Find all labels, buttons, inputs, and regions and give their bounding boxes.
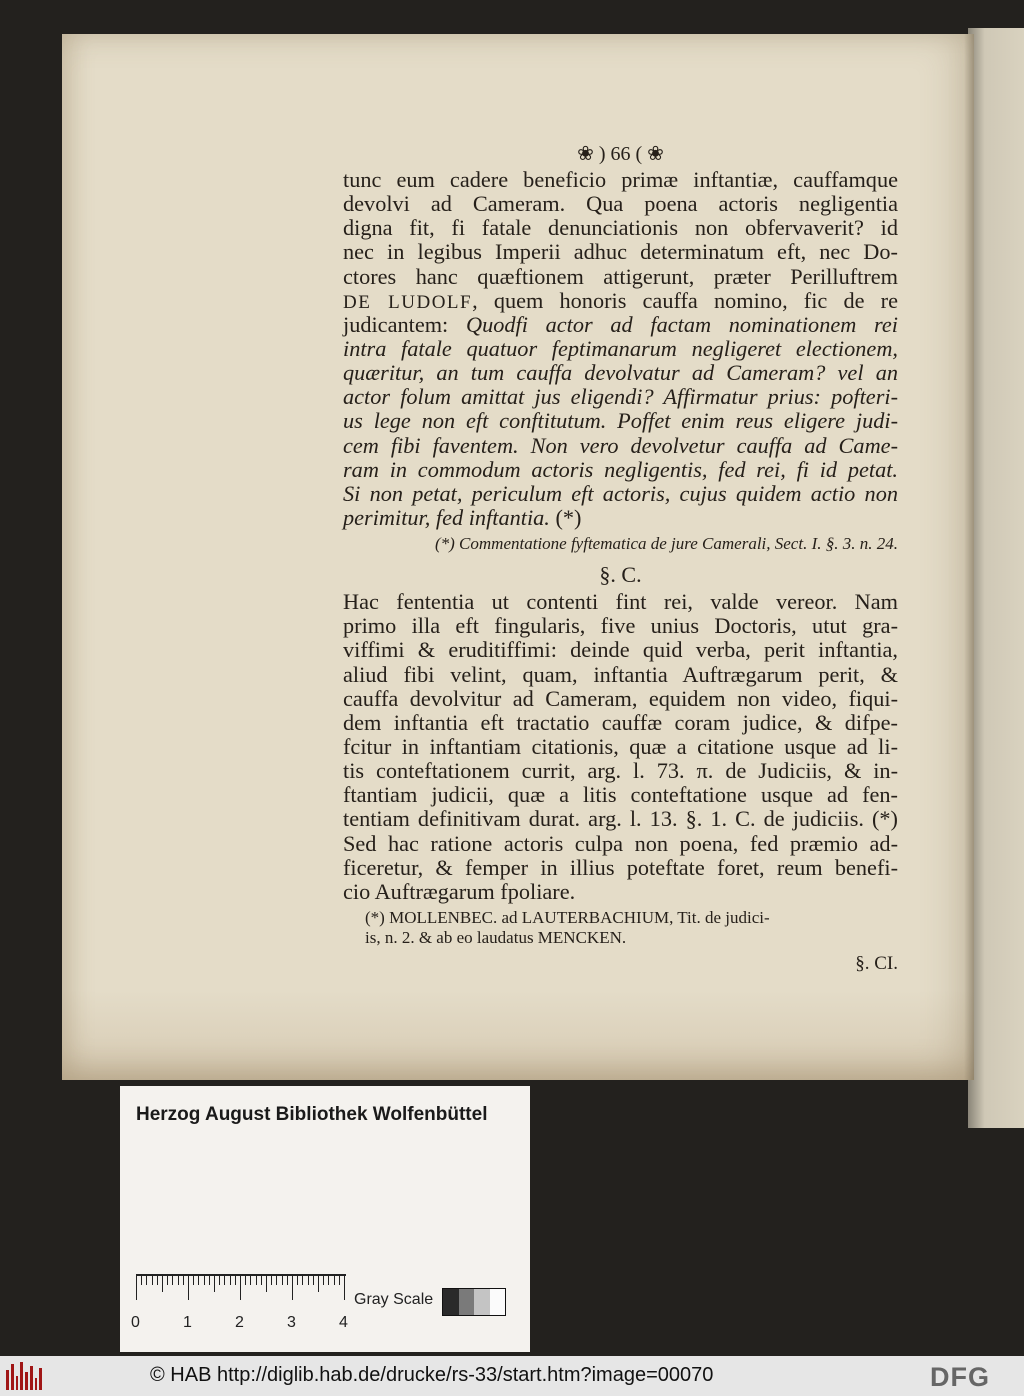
ruler-tick [339,1274,340,1285]
ruler-tick [214,1274,215,1292]
ruler-tick [271,1274,272,1285]
text-line: cauffa devolvitur ad Cameram, equidem non video, fiqui- [343,685,898,711]
text-line: (*) MOLLENBEC. ad LAUTERBACHIUM, Tit. de judici- [365,907,770,927]
ruler-tick [209,1274,210,1285]
paragraph-1 [343,168,898,289]
ruler-tick [323,1274,324,1285]
ruler-number: 2 [235,1314,244,1331]
library-title: Herzog August Bibliothek Wolfenbüttel [136,1104,488,1125]
ruler-tick [282,1274,283,1285]
name-ludolf: DE LUDOLF [343,291,473,313]
footnote-2 [343,908,898,948]
logo-bar [25,1372,28,1390]
text-span: judicantem: [343,311,466,337]
text-line: ram in commodum actoris negligentis, fed rei, fi id petat. [343,456,898,482]
ruler-tick [157,1274,158,1285]
text-line: cem fibi faventem. Non vero devolvetur cauffa ad Came- [343,432,898,458]
text-line: aliud fibi velint, quam, inftantia Auftrægarum perit, & [343,661,898,687]
text-line: viffimi & eruditiffimi: deinde quid verba, perit inftantia, [343,637,898,663]
section-heading: §. C. [599,562,642,588]
text-line: Hac fententia ut contenti fint rei, valde vereor. Nam [343,589,898,615]
text-line: dem inftantia eft tractatio cauffæ coram judice, & difpe- [343,709,898,735]
page-spine-shadow [964,34,974,1080]
text-line: cio Auftrægarum fpoliare. [343,878,576,904]
gray-swatch [443,1289,459,1315]
ruler-tick [318,1274,319,1292]
page-text [343,140,898,976]
ruler-tick [167,1274,168,1285]
ruler-tick [235,1274,236,1285]
ruler-tick [204,1274,205,1285]
ruler-number: 0 [131,1314,140,1331]
text-line: ftantiam judicii, quæ a litis conteftatione usque ad fen- [343,782,898,808]
italic-quote: Quodfi actor ad factam nominationem rei [465,311,898,337]
text-line: intra fatale quatuor feptimanarum negligeret electionem, [343,335,898,361]
gray-swatch [474,1289,490,1315]
ruler-tick [193,1274,194,1285]
page-edge-shadow [62,990,974,1080]
text-line: tentiam definitivam durat. arg. l. 13. §. 1. C. de judiciis. (*) [343,806,898,832]
ruler-tick [334,1274,335,1285]
text-line: Si non petat, periculum eft actoris, cujus quidem actio non [343,480,898,506]
ruler-tick [292,1274,293,1300]
quotation [343,337,898,506]
text-line: tunc eum cadere beneficio primæ inftantiæ, cauffamque [343,167,898,192]
ruler-tick [172,1274,173,1285]
ruler-tick [313,1274,314,1285]
footnote-1: (*) Commentatione fyftematica de jure Camerali, Sect. I. §. 3. n. 24. [434,534,898,554]
text-line: ficeretur, & femper in illius poteftate foret, reum benefi- [343,854,898,880]
text-line [343,506,898,530]
copyright-url[interactable]: © HAB http://diglib.hab.de/drucke/rs-33/start.htm?image=00070 [150,1364,714,1386]
text-line: Sed hac ratione actoris culpa non poena, fed præmio ad- [343,830,898,856]
ruler-tick [276,1274,277,1285]
text-line: ctores hanc quæftionem attigerunt, præter Perilluftrem [343,263,898,289]
ruler-tick [344,1274,345,1300]
ruler-tick [297,1274,298,1285]
ruler-tick [198,1274,199,1285]
text-line: actor folum amittat jus eligendi? Affirmatur prius: pofteri- [343,384,898,410]
ruler-tick [146,1274,147,1285]
text-line: tis conteftationem currit, arg. l. 73. π. de Judiciis, & in- [343,758,898,784]
gray-swatch [490,1289,506,1315]
ruler-tick [245,1274,246,1285]
dfg-logo: DFG [930,1362,990,1392]
catchword: §. CI. [855,952,898,974]
scale-ruler [131,1274,348,1331]
ruler-tick [162,1274,163,1292]
text-line: us lege non eft conftitutum. Poffet enim reus eligere judi- [343,408,898,434]
color-calibration-card [120,1086,530,1352]
ruler-tick [261,1274,262,1285]
running-header: ❀ ) 66 ( ❀ [577,143,664,165]
ruler-tick [302,1274,303,1285]
viewer-footer [0,1356,1024,1396]
footnote-mark: (*) [549,504,582,530]
ruler-number: 1 [183,1314,192,1331]
ruler-tick [287,1274,288,1285]
ruler-tick [224,1274,225,1285]
ruler-tick [188,1274,189,1300]
text-line: devolvi ad Cameram. Qua poena actoris negligentia [343,191,898,217]
text-line: primo illa eft fingularis, five unius Doctoris, utut gra- [343,613,898,639]
logo-bar [11,1364,14,1390]
logo-bar [20,1362,23,1390]
text-line: nec in legibus Imperii adhuc determinatum eft, nec Do- [343,239,898,265]
ruler-number: 3 [287,1314,296,1331]
ruler-tick [308,1274,309,1285]
logo-bar [16,1376,19,1390]
text-span: , quem honoris cauffa nomino, fic de re [472,287,898,313]
ruler-tick [256,1274,257,1285]
hab-logo-icon [6,1362,42,1390]
facing-page-edge [968,28,1024,1128]
ruler-tick [178,1274,179,1285]
gray-swatch [459,1289,475,1315]
ruler-tick [219,1274,220,1285]
paragraph-2 [343,590,898,904]
text-line [343,289,898,313]
ruler-tick [250,1274,251,1285]
logo-bar [39,1368,42,1390]
ruler-number: 4 [339,1314,348,1331]
text-line: quæritur, an tum cauffa devolvatur ad Cameram? vel an [343,360,898,386]
ruler-tick [183,1274,184,1285]
logo-bar [30,1366,33,1390]
text-line: digna fit, fi fatale denunciationis non obfervaverit? id [343,215,898,241]
ruler-tick [230,1274,231,1285]
ruler-tick [136,1274,137,1300]
ruler-tick [152,1274,153,1285]
ruler-tick [328,1274,329,1285]
ruler-tick [141,1274,142,1285]
gray-scale-swatches [442,1288,506,1316]
text-span: perimitur, fed inftantia. [343,504,550,530]
gray-scale-label: Gray Scale [354,1291,434,1308]
logo-bar [35,1378,38,1390]
text-line: is, n. 2. & ab eo laudatus MENCKEN. [365,927,627,947]
ruler-tick [266,1274,267,1292]
text-line: fcitur in inftantiam citationis, quæ a citatione usque ad li- [343,733,898,759]
logo-bar [6,1370,9,1390]
ruler-tick [240,1274,241,1300]
text-line [343,313,898,337]
